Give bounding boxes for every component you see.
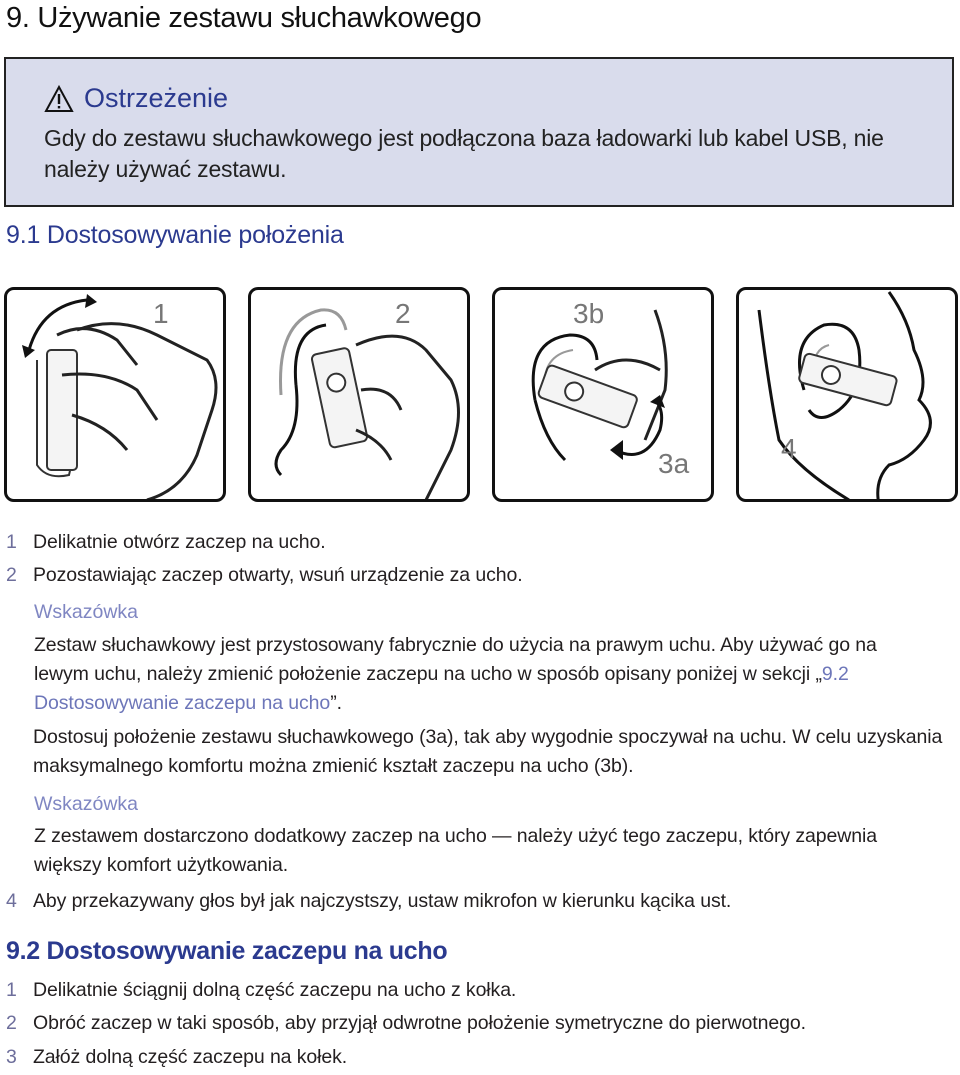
figure-panel-3 — [492, 287, 714, 502]
figure-panel-4 — [736, 287, 958, 502]
figure-label-1: 1 — [153, 298, 169, 329]
section-heading-9-1: 9.1 Dostosowywanie położenia — [6, 221, 344, 249]
list-item: 1 Delikatnie otwórz zaczep na ucho. — [6, 531, 326, 553]
warning-title-row — [44, 83, 228, 114]
list-item: 4 Aby przekazywany głos był jak najczystszy, ustaw mikrofon w kierunku kącika ust. — [6, 890, 732, 912]
figure-label-3b: 3b — [573, 298, 605, 329]
headset-behind-ear-illustration — [251, 290, 470, 502]
tip-text-2: Z zestawem dostarczono dodatkowy zaczep na ucho — należy użyć tego zaczepu, który zapewnia większy komfort użytkowania. — [34, 825, 877, 876]
list-item: Dostosuj położenie zestawu słuchawkowego (3a), tak aby wygodnie spoczywał na uchu. W celu uzyskania maksymalnego komfortu można zmienić kształt zaczepu na ucho (3b). — [33, 726, 943, 777]
tip-label-2: Wskazówka — [34, 793, 139, 815]
list-item: 1 Delikatnie ściągnij dolną część zaczepu na ucho z kołka. — [6, 979, 517, 1001]
section-heading-9-2: 9.2 Dostosowywanie zaczepu na ucho — [6, 937, 448, 965]
figure-panel-1 — [4, 287, 226, 502]
section-link-9-2[interactable]: 9.2 Dostosowywanie zaczepu na ucho — [34, 663, 849, 714]
headset-on-ear-profile-illustration — [739, 290, 958, 502]
figure-label-2: 2 — [395, 298, 411, 329]
hand-opening-hook-illustration — [7, 290, 226, 502]
tip-label-1: Wskazówka — [34, 601, 139, 623]
warning-triangle-icon — [44, 85, 74, 113]
warning-box — [4, 57, 954, 207]
list-item: 2 Obróć zaczep w taki sposób, aby przyjął odwrotne położenie symetryczne do pierwotnego. — [6, 1012, 806, 1034]
figure-panel-2 — [248, 287, 470, 502]
list-item: 2 Pozostawiając zaczep otwarty, wsuń urządzenie za ucho. — [6, 564, 523, 586]
warning-title: Ostrzeżenie — [84, 83, 229, 113]
figure-label-3a: 3a — [658, 448, 690, 479]
warning-text: Gdy do zestawu słuchawkowego jest podłączona baza ładowarki lub kabel USB, nie należy używać zestawu. — [44, 125, 884, 182]
tip-text-1: Zestaw słuchawkowy jest przystosowany fabrycznie do użycia na prawym uchu. Aby używać go na lewym uchu, należy zmienić położenie zaczepu na ucho w sposób opisany poniżej w sekcji „9.2 Dostosowywanie zaczepu na ucho”. — [34, 634, 877, 714]
list-item: 3 Załóż dolną część zaczepu na kołek. — [6, 1046, 348, 1068]
figure-label-4: 4 — [781, 433, 797, 464]
page-title: 9. Używanie zestawu słuchawkowego — [6, 2, 482, 34]
